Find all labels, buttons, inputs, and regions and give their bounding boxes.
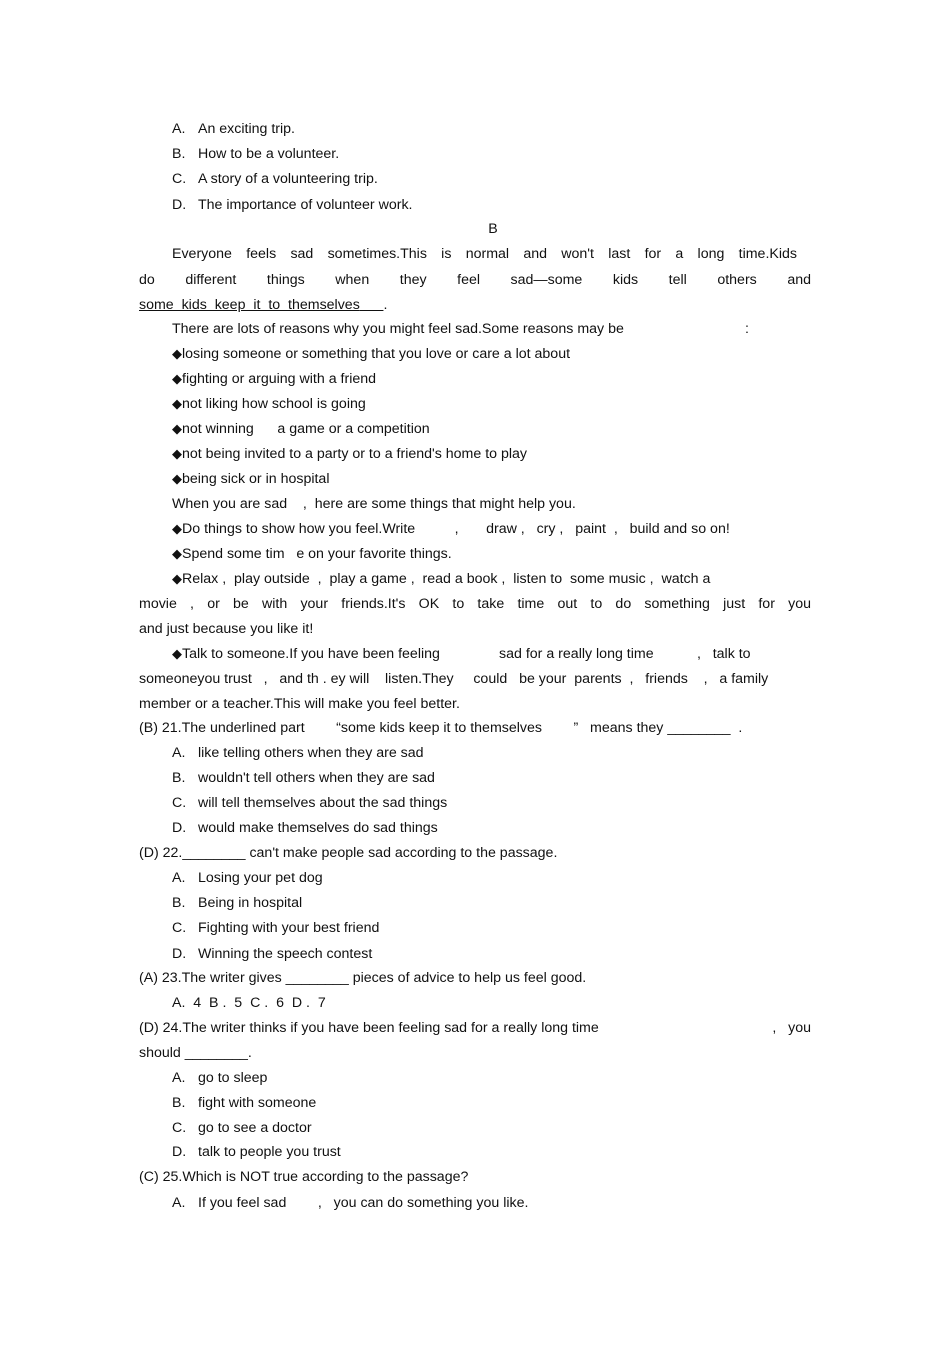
tip-item: ◆Relax , play outside , play a game , read a book , listen to some music , watch a [172, 571, 711, 587]
tip3-line2: movie , or be with your friends.It's OK to take time out to do something just for you [139, 596, 811, 612]
diamond-bullet-icon: ◆ [172, 646, 182, 661]
reason-item: ◆fighting or arguing with a friend [172, 371, 377, 387]
diamond-bullet-icon: ◆ [172, 396, 182, 411]
tip-item: ◆Talk to someone.If you have been feeling sad for a really long time , talk to [172, 646, 751, 662]
q22-option-d: D. Winning the speech contest [172, 946, 373, 962]
q22-option-a: A. Losing your pet dog [172, 870, 323, 886]
diamond-bullet-icon: ◆ [172, 546, 182, 561]
q20-option-a: A. An exciting trip. [172, 121, 295, 137]
help-intro: When you are sad , here are some things that might help you. [172, 496, 576, 512]
q24-option-b: B. fight with someone [172, 1095, 317, 1111]
diamond-bullet-icon: ◆ [172, 346, 182, 361]
q20-option-d: D. The importance of volunteer work. [172, 197, 413, 213]
q24-option-c: C. go to see a doctor [172, 1120, 312, 1136]
tip-item: ◆Do things to show how you feel.Write , draw , cry , paint , build and so on! [172, 521, 730, 537]
section-title: B [488, 221, 498, 237]
reasons-intro: There are lots of reasons why you might feel sad.Some reasons may be : [172, 321, 749, 337]
q21-option-a: A. like telling others when they are sad [172, 745, 424, 761]
q24-option-a: A. go to sleep [172, 1070, 268, 1086]
diamond-bullet-icon: ◆ [172, 446, 182, 461]
question-21: (B) 21.The underlined part “some kids keep it to themselves ” means they ________ . [139, 720, 743, 736]
reason-item: ◆being sick or in hospital [172, 471, 330, 487]
answer-key: (A) [139, 970, 158, 986]
q24-option-d: D. talk to people you trust [172, 1144, 341, 1160]
q21-option-b: B. wouldn't tell others when they are sad [172, 770, 435, 786]
q20-option-b: B. How to be a volunteer. [172, 146, 340, 162]
question-24: (D) 24.The writer thinks if you have been feeling sad for a really long time , you [139, 1020, 811, 1036]
answer-key: (B) [139, 720, 158, 736]
q21-option-c: C. will tell themselves about the sad things [172, 795, 448, 811]
tip4-line2: someoneyou trust , and th . ey will listen.They could be your parents , friends , a family [139, 671, 769, 687]
q25-option-a: A. If you feel sad , you can do something you like. [172, 1195, 529, 1211]
diamond-bullet-icon: ◆ [172, 471, 182, 486]
q21-option-d: D. would make themselves do sad things [172, 820, 438, 836]
diamond-bullet-icon: ◆ [172, 421, 182, 436]
diamond-bullet-icon: ◆ [172, 571, 182, 586]
reason-item: ◆not winning a game or a competition [172, 421, 430, 437]
answer-key: (D) [139, 845, 159, 861]
underlined-phrase: some kids keep it to themselves [139, 297, 360, 313]
reason-item: ◆not liking how school is going [172, 396, 366, 412]
tip3-line3: and just because you like it! [139, 621, 314, 637]
question-25: (C) 25.Which is NOT true according to the passage? [139, 1169, 469, 1185]
question-23: (A) 23.The writer gives ________ pieces of advice to help us feel good. [139, 970, 587, 986]
answer-key: (C) [139, 1169, 159, 1185]
tip-item: ◆Spend some tim e on your favorite things. [172, 546, 452, 562]
diamond-bullet-icon: ◆ [172, 371, 182, 386]
passage-p1-line3: some kids keep it to themselves . [139, 297, 388, 313]
tip4-line3: member or a teacher.This will make you feel better. [139, 696, 460, 712]
q22-option-b: B. Being in hospital [172, 895, 303, 911]
reason-item: ◆not being invited to a party or to a friend's home to play [172, 446, 527, 462]
diamond-bullet-icon: ◆ [172, 521, 182, 536]
passage-p1-line1: Everyone feels sad sometimes.This is normal and won't last for a long time.Kids [172, 246, 797, 262]
passage-p1-line2: do different things when they feel sad—some kids tell others and [139, 272, 811, 288]
q20-option-c: C. A story of a volunteering trip. [172, 171, 378, 187]
q22-option-c: C. Fighting with your best friend [172, 920, 380, 936]
answer-key: (D) [139, 1020, 159, 1036]
question-22: (D) 22.________ can't make people sad according to the passage. [139, 845, 558, 861]
reason-item: ◆losing someone or something that you love or care a lot about [172, 346, 571, 362]
question-24-line2: should ________. [139, 1045, 252, 1061]
q23-options: A. 4 B . 5 C . 6 D . 7 [172, 995, 326, 1011]
